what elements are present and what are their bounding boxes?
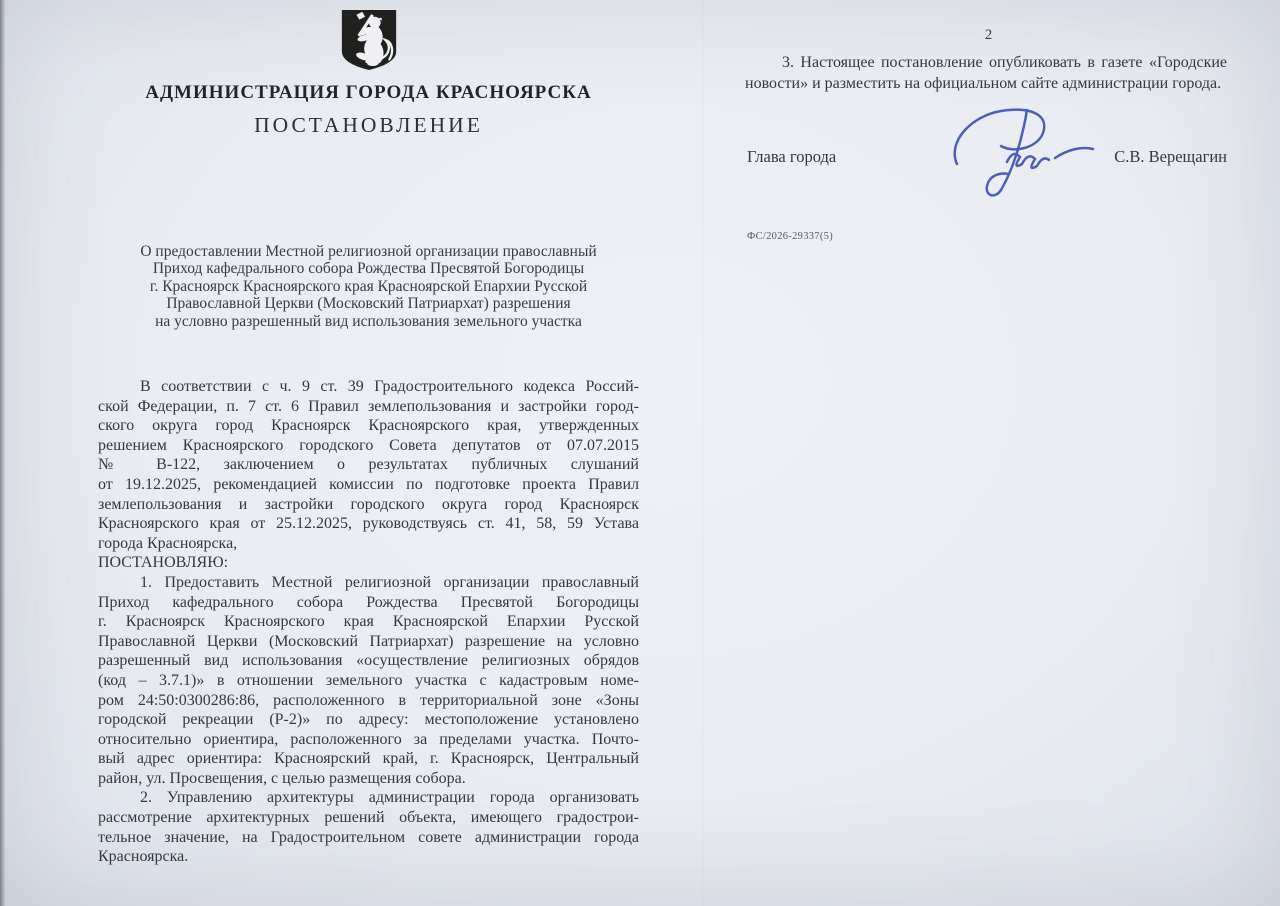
- text-line: Красноярска.: [98, 848, 189, 866]
- text-line: В соответствии с ч. 9 ст. 39 Градостроительного кодекса Россий-: [140, 378, 639, 395]
- document-page-1: [98, 0, 639, 906]
- text-line: относительно ориентира, расположенного за пределами участка. Почто-: [98, 730, 639, 748]
- text-line: Красноярского края от 25.12.2025, руководствуясь ст. 41, 58, 59 Устава: [98, 515, 639, 533]
- text-line: Православной Церкви (Московский Патриархат) разрешения: [166, 295, 571, 313]
- page-number: 2: [984, 27, 993, 43]
- text-line: городской рекреации (Р-2)» по адресу: местоположение установлено: [98, 711, 639, 729]
- text-line: г. Красноярск Красноярского края Красноярской Епархии Русской: [98, 613, 639, 631]
- text-line: ской Федерации, п. 7 ст. 6 Правил землепользования и застройки город-: [98, 397, 639, 415]
- text-line: 2. Управлению архитектуры администрации города организовать: [140, 789, 639, 807]
- text-line: ского округа город Красноярск Красноярского края, утвержденных: [98, 417, 639, 435]
- text-line: разрешенный вид использования «осуществление религиозных обрядов: [98, 652, 639, 670]
- text-line: Приход кафедрального собора Рождества Пресвятой Богородицы: [152, 260, 585, 278]
- text-line: вый адрес ориентира: Красноярский край, г. Красноярск, Центральный: [98, 750, 639, 768]
- text-line: рассмотрение архитектурных решений объекта, имеющего градострои-: [98, 809, 639, 827]
- signatory-position: Глава города: [747, 147, 837, 166]
- text-line: (код – 3.7.1)» в отношении земельного участка с кадастровым номе-: [98, 671, 639, 689]
- intro-paragraph: [98, 377, 639, 553]
- text-line: Православной Церкви (Московский Патриархат) разрешение на условно: [98, 632, 639, 650]
- text-line: № В-122, заключением о результатах публичных слушаний: [98, 456, 639, 474]
- text-line: тельное значение, на Градостроительном совете администрации города: [98, 828, 639, 846]
- page-seam: [702, 0, 704, 906]
- text-line: землепользования и застройки городского округа город Красноярск: [98, 495, 639, 513]
- resolution-subject: [98, 243, 639, 330]
- signatory-name: С.В. Верещагин: [1114, 147, 1227, 166]
- text-line: на условно разрешенный вид использования земельного участка: [155, 312, 582, 330]
- text-line: решением Красноярского городского Совета депутатов от 07.07.2015: [98, 436, 639, 454]
- text-line: район, ул. Просвещения, с целью размещения собора.: [98, 769, 466, 787]
- issuing-authority-title: АДМИНИСТРАЦИЯ ГОРОДА КРАСНОЯРСКА: [145, 82, 592, 103]
- document-type-title: ПОСТАНОВЛЕНИЕ: [254, 113, 483, 137]
- item-3-paragraph: [745, 52, 1227, 94]
- resolution-body: [98, 377, 639, 867]
- krasnoyarsk-coat-of-arms-icon: [339, 8, 398, 77]
- document-page-2: [745, 0, 1232, 906]
- document-registry-code: ФС/2026-29337(5): [747, 231, 834, 242]
- resolve-keyword: [98, 553, 639, 573]
- item-2-paragraph: [98, 788, 639, 866]
- text-line: города Красноярска,: [98, 534, 238, 552]
- text-line: О предоставлении Местной религиозной организации православный: [140, 243, 597, 260]
- text-line: г. Красноярск Красноярского края Красноярской Епархии Русской: [149, 277, 588, 295]
- scan-left-edge-shadow: [0, 0, 7, 906]
- handwritten-signature-icon: [943, 100, 1133, 205]
- text-line: от 19.12.2025, рекомендацией комиссии по подготовке проекта Правил: [98, 475, 639, 493]
- page-2-body: [745, 52, 1227, 94]
- text-line: 1. Предоставить Местной религиозной организации православный: [140, 573, 639, 591]
- text-line: новости» и разместить на официальном сайте администрации города.: [745, 75, 1222, 92]
- text-line: ром 24:50:0300286:86, расположенного в территориальной зоне «Зоны: [98, 691, 639, 709]
- text-line: 3. Настоящее постановление опубликовать в газете «Городские: [782, 54, 1227, 71]
- text-line: Приход кафедрального собора Рождества Пресвятой Богородицы: [98, 593, 639, 611]
- text-line: ПОСТАНОВЛЯЮ:: [98, 554, 229, 572]
- item-1-paragraph: [98, 573, 639, 789]
